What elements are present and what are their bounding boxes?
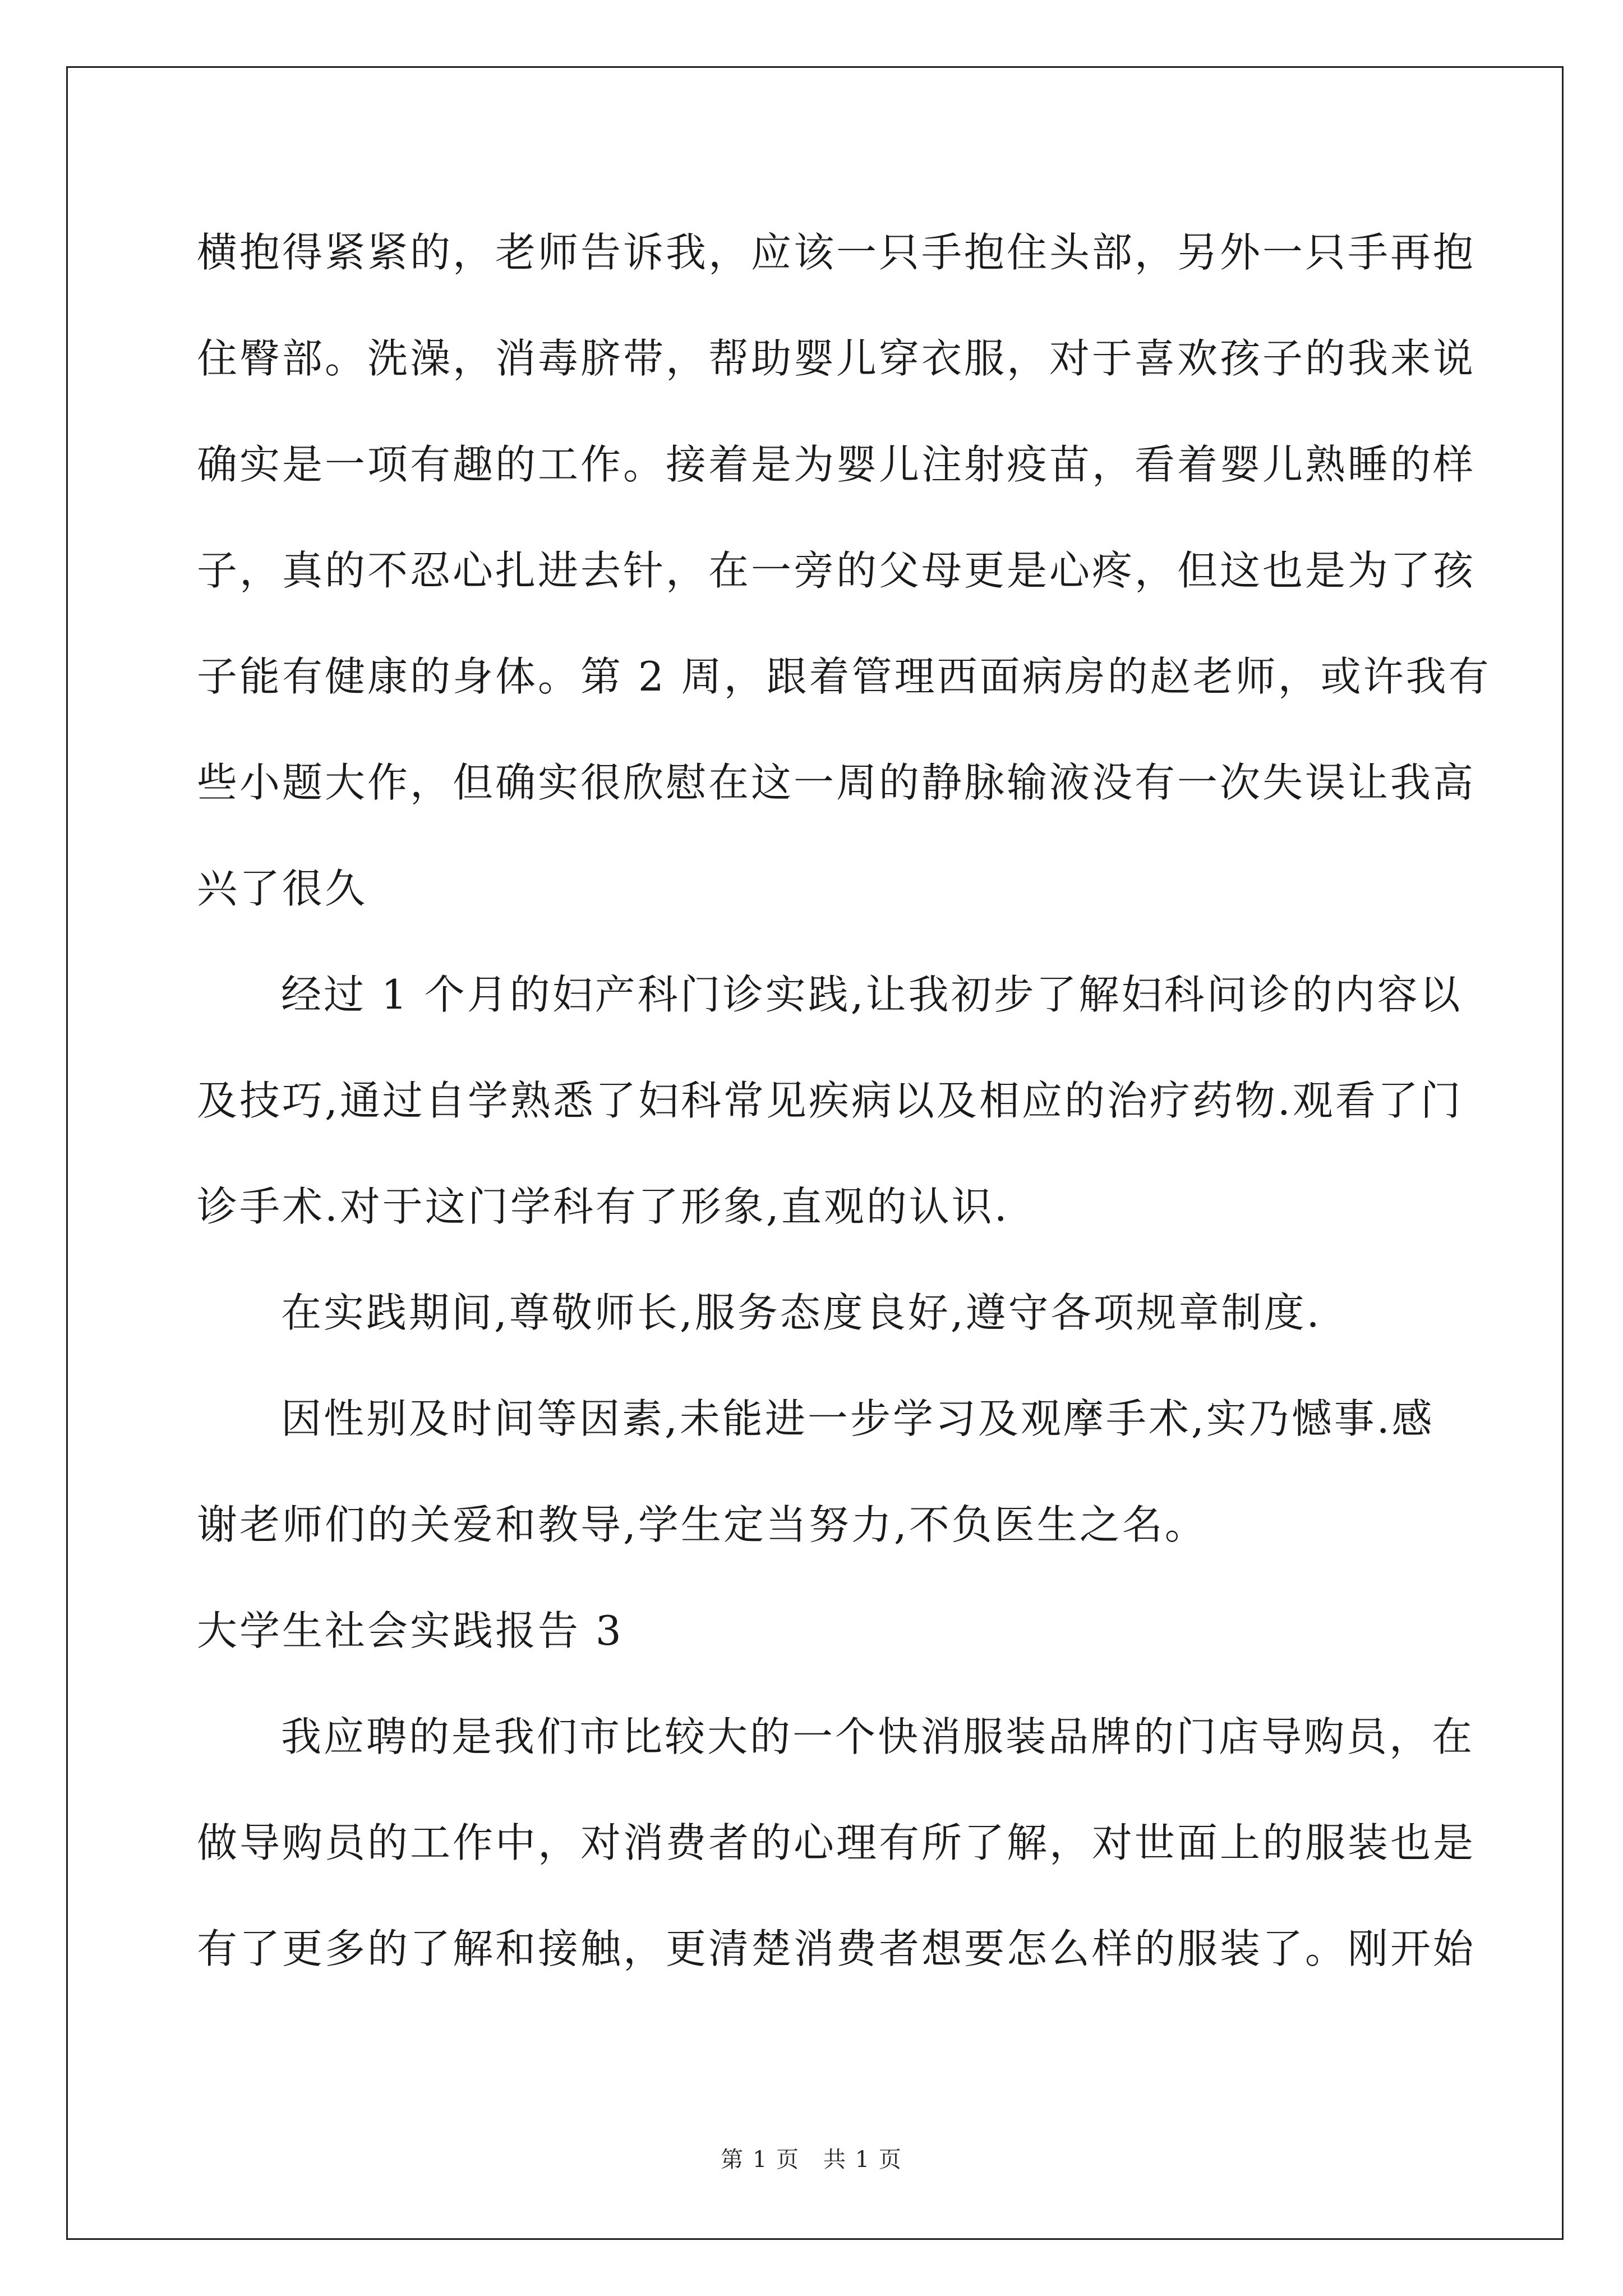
text-line: 做导购员的工作中，对消费者的心理有所了解，对世面上的服装也是 [197, 1819, 1476, 1866]
text-line: 兴了很久 [197, 865, 368, 912]
text-line: 我应聘的是我们市比较大的一个快消服装品牌的门店导购员，在 [281, 1713, 1475, 1760]
page-footer: 第 1 页 共 1 页 [721, 2147, 902, 2173]
text-line: 有了更多的了解和接触，更清楚消费者想要怎么样的服装了。刚开始 [197, 1925, 1476, 1972]
section-heading: 大学生社会实践报告 3 [197, 1607, 624, 1654]
text-line: 横抱得紧紧的，老师告诉我，应该一只手抱住头部，另外一只手再抱 [197, 229, 1476, 276]
text-line: 谢老师们的关爱和教导,学生定当努力,不负医生之名。 [197, 1501, 1207, 1548]
text-line: 子能有健康的身体。第 2 周，跟着管理西面病房的赵老师，或许我有 [197, 653, 1491, 700]
page-border [66, 66, 1564, 2240]
text-line: 住臀部。洗澡，消毒脐带，帮助婴儿穿衣服，对于喜欢孩子的我来说 [197, 335, 1476, 382]
text-line: 经过 1 个月的妇产科门诊实践,让我初步了解妇科问诊的内容以 [281, 971, 1463, 1018]
text-line: 因性别及时间等因素,未能进一步学习及观摩手术,实乃憾事.感 [281, 1395, 1435, 1442]
text-line: 在实践期间,尊敬师长,服务态度良好,遵守各项规章制度. [281, 1289, 1322, 1336]
text-line: 确实是一项有趣的工作。接着是为婴儿注射疫苗，看着婴儿熟睡的样 [197, 441, 1476, 488]
text-line: 些小题大作，但确实很欣慰在这一周的静脉输液没有一次失误让我高 [197, 759, 1476, 806]
text-line: 及技巧,通过自学熟悉了妇科常见疾病以及相应的治疗药物.观看了门 [197, 1077, 1463, 1124]
text-line: 诊手术.对于这门学科有了形象,直观的认识. [197, 1183, 1009, 1230]
text-line: 子，真的不忍心扎进去针，在一旁的父母更是心疼，但这也是为了孩 [197, 547, 1476, 594]
